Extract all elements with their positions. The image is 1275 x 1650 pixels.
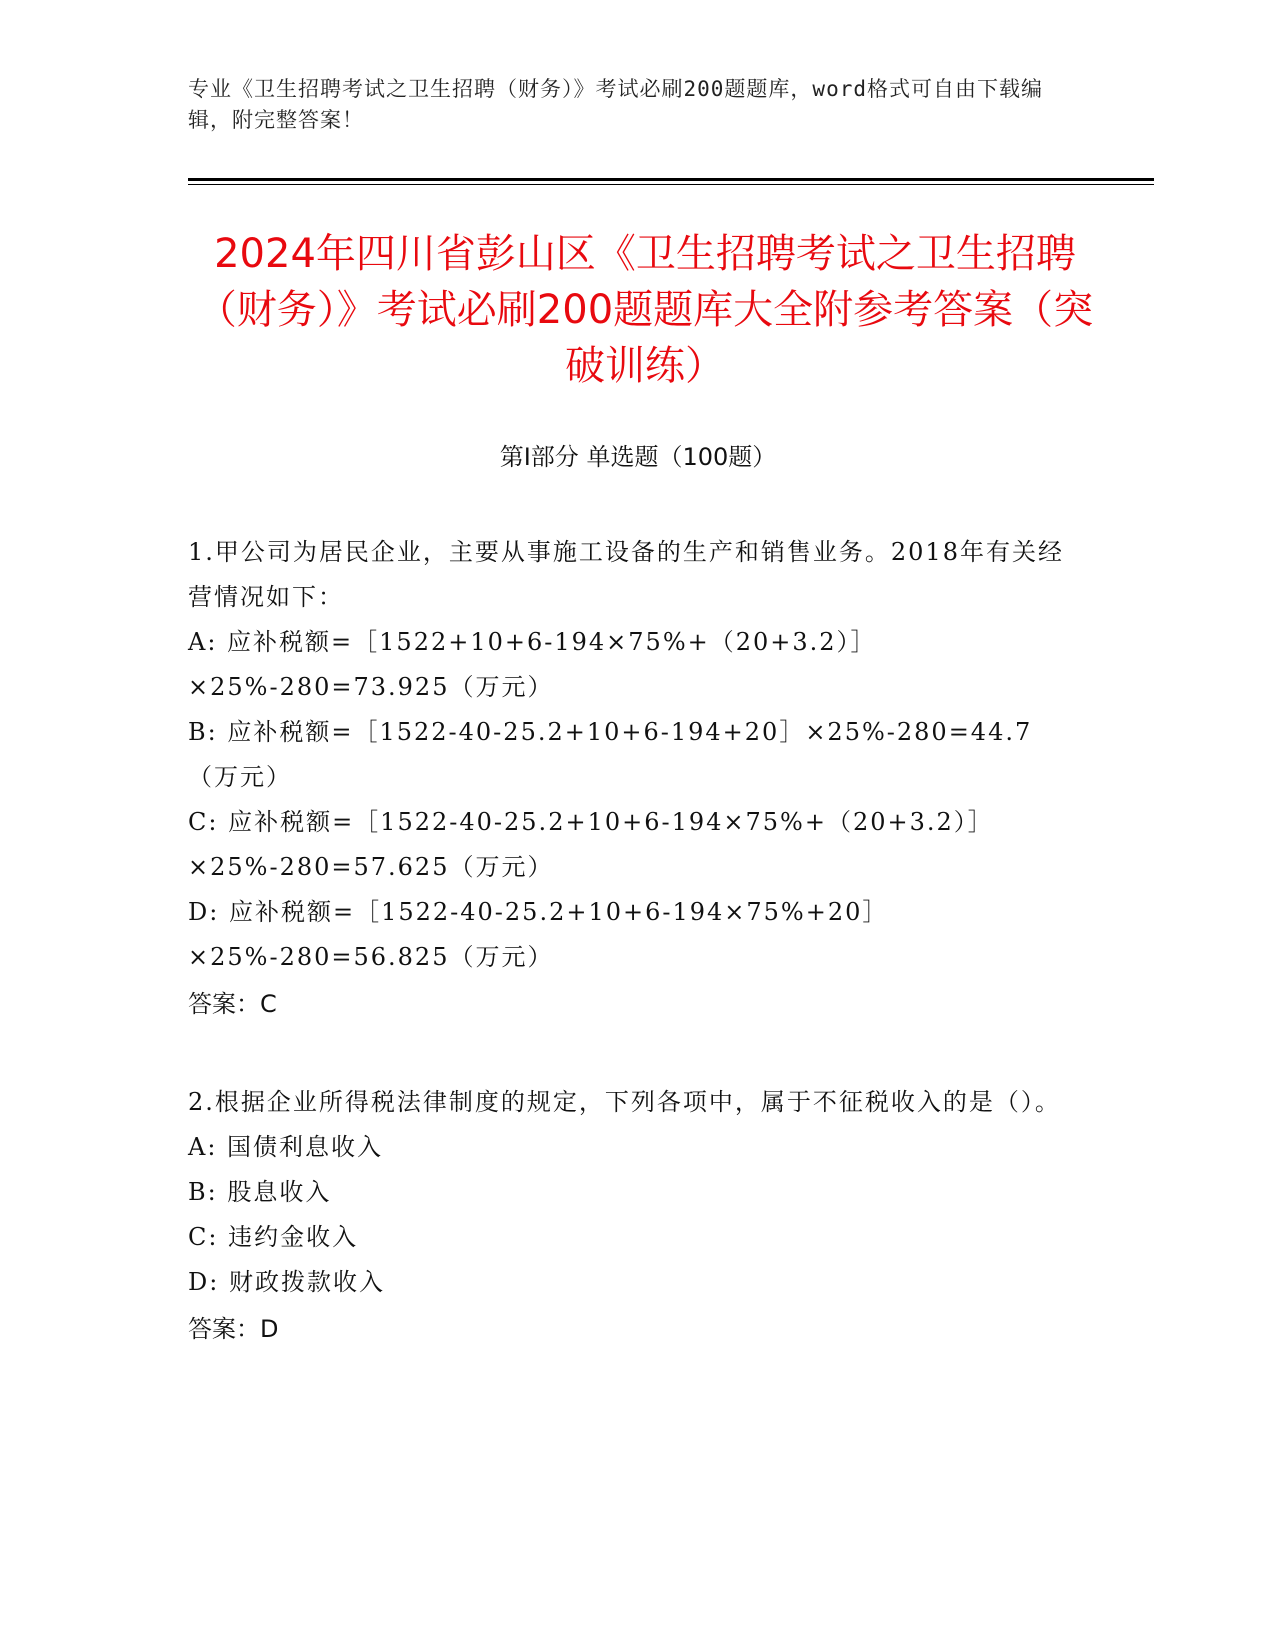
option-c: C: 应补税额=［1522-40-25.2+10+6-194×75%+（20+3.2）］×25%-280=57.625（万元） bbox=[188, 808, 994, 881]
question-stem: 1.甲公司为居民企业，主要从事施工设备的生产和销售业务。2018年有关经营情况如下： bbox=[188, 538, 1064, 611]
option-a: A: 应补税额=［1522+10+6-194×75%+（20+3.2）］×25%-280=73.925（万元） bbox=[188, 628, 877, 701]
option-d: D: 应补税额=［1522-40-25.2+10+6-194×75%+20］×25%-280=56.825（万元） bbox=[188, 898, 889, 971]
option-c: C: 违约金收入 bbox=[188, 1223, 359, 1251]
option-a: A: 国债利息收入 bbox=[188, 1133, 384, 1161]
answer: 答案：D bbox=[188, 1315, 279, 1343]
question-2 bbox=[188, 1080, 1078, 1352]
question-1 bbox=[188, 530, 1078, 1027]
question-stem: 2.根据企业所得税法律制度的规定，下列各项中，属于不征税收入的是（）。 bbox=[188, 1088, 1061, 1116]
header-divider-thin bbox=[188, 184, 1154, 185]
option-b: B: 股息收入 bbox=[188, 1178, 332, 1206]
option-b: B: 应补税额=［1522-40-25.2+10+6-194+20］×25%-280=44.7（万元） bbox=[188, 718, 1033, 791]
header-divider-thick bbox=[188, 178, 1154, 181]
answer: 答案：C bbox=[188, 990, 277, 1018]
header-note: 专业《卫生招聘考试之卫生招聘（财务）》考试必刷200题题库，word格式可自由下载编辑，附完整答案！ bbox=[188, 77, 1043, 132]
section-heading: 第Ⅰ部分 单选题（100题） bbox=[499, 443, 777, 471]
option-d: D: 财政拨款收入 bbox=[188, 1268, 385, 1296]
document-title: 2024年四川省彭山区《卫生招聘考试之卫生招聘（财务）》考试必刷200题题库大全附参考答案（突破训练） bbox=[196, 231, 1094, 389]
